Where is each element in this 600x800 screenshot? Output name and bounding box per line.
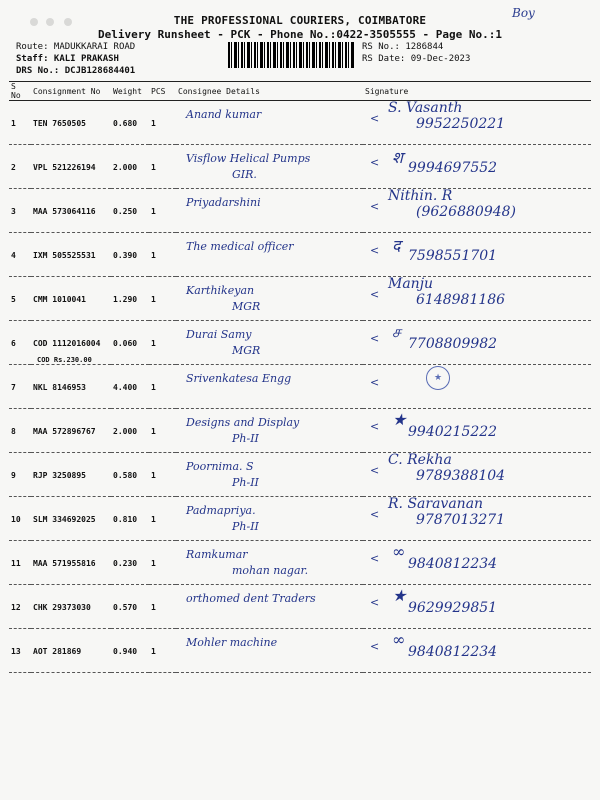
row-consignment-no (31, 585, 111, 629)
handwritten-signature: R. Saravanan (388, 496, 484, 512)
table-row (9, 629, 591, 673)
row-consignment-no (31, 101, 111, 145)
checkmark: < (370, 552, 380, 565)
handwritten-phone: 9952250221 (416, 116, 506, 132)
route-label: Route: MADUKKARAI ROAD (16, 42, 136, 52)
checkmark: < (370, 596, 380, 609)
column-header: Consignee Details (176, 82, 363, 101)
handwritten-signature: C. Rekha (388, 452, 452, 468)
row-consignment-no (31, 145, 111, 189)
row-weight (111, 629, 149, 673)
row-sno-text: 1 (11, 119, 16, 128)
signature-scribble: श (392, 148, 403, 167)
signature-scribble: द (392, 236, 401, 255)
row-consignment-no (31, 365, 111, 409)
row-weight (111, 409, 149, 453)
row-weight (111, 101, 149, 145)
row-pcs (149, 233, 176, 277)
row-weight (111, 497, 149, 541)
row-pcs (149, 365, 176, 409)
handwritten-consignee: Mohler machine (186, 636, 278, 649)
row-sno (9, 453, 31, 497)
signature-scribble: ★ (392, 586, 407, 605)
handwritten-consignee-line2: Ph-II (232, 476, 259, 489)
handwritten-consignee: Durai Samy (186, 328, 252, 341)
cod-amount: COD Rs.230.00 (37, 356, 92, 364)
row-pcs (149, 101, 176, 145)
row-sno (9, 409, 31, 453)
table-row (9, 233, 591, 277)
handwritten-consignee: Srivenkatesa Engg (186, 372, 292, 385)
row-sno-text: 6 (11, 339, 16, 348)
row-sno (9, 497, 31, 541)
handwritten-phone: 9840812234 (408, 644, 498, 660)
row-consignment-no (31, 453, 111, 497)
handwritten-consignee: The medical officer (186, 240, 294, 253)
row-weight-text: 0.250 (113, 207, 138, 216)
handwritten-consignee: Poornima. S (186, 460, 254, 473)
checkmark: < (370, 420, 380, 433)
handwritten-consignee-line2: MGR (232, 344, 261, 357)
row-consignment-no-text: TEN 7650505 (33, 119, 86, 128)
delivery-table (9, 81, 591, 673)
handwritten-phone: (9626880948) (416, 204, 516, 220)
row-weight (111, 365, 149, 409)
row-consignment-no (31, 541, 111, 585)
row-sno (9, 189, 31, 233)
row-consignment-no-text: IXM 505525531 (33, 251, 96, 260)
handwritten-phone: 6148981186 (416, 292, 506, 308)
column-header: Signature (363, 82, 591, 101)
handwritten-consignee-line2: mohan nagar. (232, 564, 309, 577)
handwritten-consignee-line2: MGR (232, 300, 261, 313)
runsheet-meta-left (16, 41, 135, 77)
handwritten-signature: S. Vasanth (388, 100, 463, 116)
checkmark: < (370, 508, 380, 521)
handwritten-phone: 9787013271 (416, 512, 506, 528)
runsheet-meta-right (362, 41, 470, 65)
checkmark: < (370, 376, 380, 389)
row-consignment-no (31, 277, 111, 321)
row-consignment-no-text: NKL 8146953 (33, 383, 86, 392)
row-weight-text: 0.230 (113, 559, 138, 568)
row-pcs (149, 541, 176, 585)
staff-label: Staff: KALI PRAKASH (16, 54, 119, 64)
handwritten-consignee-line2: Ph-II (232, 520, 259, 533)
row-sno (9, 101, 31, 145)
row-pcs-text: 1 (151, 427, 156, 436)
row-sno-text: 3 (11, 207, 16, 216)
column-header: Consignment No (31, 82, 111, 101)
row-consignment-no-text: VPL 521226194 (33, 163, 96, 172)
row-sno (9, 233, 31, 277)
column-header: S No (9, 82, 31, 101)
table-row (9, 365, 591, 409)
row-pcs (149, 497, 176, 541)
row-weight (111, 145, 149, 189)
signature-scribble: ∞ (392, 542, 406, 561)
handwritten-consignee: Visflow Helical Pumps (186, 152, 311, 165)
handwritten-consignee: Priyadarshini (186, 196, 261, 209)
handwritten-signature: Nithin. R (388, 188, 453, 204)
row-weight-text: 1.290 (113, 295, 138, 304)
row-weight-text: 0.570 (113, 603, 138, 612)
handwritten-phone: 9940215222 (408, 424, 498, 440)
row-pcs-text: 1 (151, 603, 156, 612)
row-sno-text: 12 (11, 603, 21, 612)
row-pcs-text: 1 (151, 647, 156, 656)
row-consignment-no (31, 629, 111, 673)
row-pcs-text: 1 (151, 339, 156, 348)
row-weight (111, 585, 149, 629)
row-pcs (149, 629, 176, 673)
column-header: Weight (111, 82, 149, 101)
handwritten-consignee: Anand kumar (186, 108, 262, 121)
row-sno (9, 365, 31, 409)
checkmark: < (370, 332, 380, 345)
barcode (228, 42, 354, 68)
row-pcs-text: 1 (151, 559, 156, 568)
table-row (9, 409, 591, 453)
handwritten-phone: 7598551701 (408, 248, 498, 264)
row-pcs-text: 1 (151, 471, 156, 480)
handwritten-phone: 9994697552 (408, 160, 498, 176)
row-weight (111, 233, 149, 277)
row-consignment-no-text: AOT 281869 (33, 647, 82, 656)
row-sno (9, 541, 31, 585)
rs-date: RS Date: 09-Dec-2023 (362, 54, 471, 64)
row-weight (111, 277, 149, 321)
row-pcs-text: 1 (151, 383, 156, 392)
row-weight-text: 2.000 (113, 427, 138, 436)
row-sno-text: 9 (11, 471, 16, 480)
handwritten-consignee-line2: Ph-II (232, 432, 259, 445)
row-pcs-text: 1 (151, 119, 156, 128)
row-consignment-no-text: MAA 571955816 (33, 559, 96, 568)
rs-number: RS No.: 1286844 (362, 42, 444, 52)
row-pcs-text: 1 (151, 207, 156, 216)
table-header-row (9, 82, 591, 101)
row-weight (111, 189, 149, 233)
row-pcs-text: 1 (151, 515, 156, 524)
row-pcs (149, 145, 176, 189)
checkmark: < (370, 112, 380, 125)
row-sno-text: 8 (11, 427, 16, 436)
checkmark: < (370, 244, 380, 257)
row-sno (9, 145, 31, 189)
row-weight-text: 0.680 (113, 119, 138, 128)
row-sno (9, 629, 31, 673)
row-consignment-no-text: CHK 29373030 (33, 603, 91, 612)
row-sno-text: 7 (11, 383, 16, 392)
signature-scribble: ச (392, 322, 401, 341)
handwritten-consignee-line2: GIR. (232, 168, 257, 181)
handwritten-consignee: Padmapriya. (186, 504, 256, 517)
row-pcs (149, 453, 176, 497)
row-sno-text: 4 (11, 251, 16, 260)
table-row (9, 541, 591, 585)
row-signature-cell (363, 365, 591, 409)
checkmark: < (370, 640, 380, 653)
row-consignment-no-text: MAA 572896767 (33, 427, 96, 436)
row-consignment-no-text: CMM 1010041 (33, 295, 86, 304)
checkmark: < (370, 156, 380, 169)
row-weight (111, 453, 149, 497)
corner-handwritten-note: Boy (512, 6, 535, 20)
company-title: THE PROFESSIONAL COURIERS, COIMBATORE (173, 14, 427, 27)
row-weight (111, 541, 149, 585)
row-weight (111, 321, 149, 365)
row-pcs (149, 409, 176, 453)
row-sno-text: 2 (11, 163, 16, 172)
handwritten-consignee: Ramkumar (186, 548, 248, 561)
row-sno-text: 10 (11, 515, 21, 524)
row-pcs (149, 585, 176, 629)
row-sno (9, 277, 31, 321)
table-row (9, 321, 591, 365)
row-weight-text: 0.580 (113, 471, 138, 480)
column-header: PCS (149, 82, 176, 101)
delivery-stamp: ★ (426, 366, 450, 390)
row-consignment-no (31, 321, 111, 365)
handwritten-consignee: Karthikeyan (186, 284, 255, 297)
handwritten-phone: 9840812234 (408, 556, 498, 572)
handwritten-signature: Manju (388, 276, 434, 292)
row-pcs-text: 1 (151, 163, 156, 172)
row-pcs-text: 1 (151, 251, 156, 260)
row-weight-text: 0.940 (113, 647, 138, 656)
runsheet-subtitle: Delivery Runsheet - PCK - Phone No.:0422-3505555 - Page No.:1 (98, 28, 502, 41)
handwritten-phone: 9789388104 (416, 468, 506, 484)
handwritten-phone: 7708809982 (408, 336, 498, 352)
row-sno (9, 321, 31, 365)
row-pcs-text: 1 (151, 295, 156, 304)
row-pcs (149, 189, 176, 233)
checkmark: < (370, 288, 380, 301)
row-weight-text: 2.000 (113, 163, 138, 172)
drs-number: DRS No.: DCJB128684401 (16, 66, 136, 76)
checkmark: < (370, 200, 380, 213)
row-sno-text: 11 (11, 559, 21, 568)
row-weight-text: 0.390 (113, 251, 138, 260)
row-consignment-no (31, 233, 111, 277)
handwritten-consignee: orthomed dent Traders (186, 592, 316, 605)
row-consignment-no (31, 189, 111, 233)
signature-scribble: ∞ (392, 630, 406, 649)
handwritten-phone: 9629929851 (408, 600, 498, 616)
row-sno-text: 13 (11, 647, 21, 656)
signature-scribble: ★ (392, 410, 407, 429)
row-weight-text: 0.810 (113, 515, 138, 524)
handwritten-consignee: Designs and Display (186, 416, 300, 429)
row-consignment-no-text: RJP 3250895 (33, 471, 86, 480)
row-weight-text: 0.060 (113, 339, 138, 348)
row-consignment-no-text: COD 1112016004 (33, 339, 101, 348)
row-pcs (149, 277, 176, 321)
row-consignment-no (31, 409, 111, 453)
row-sno-text: 5 (11, 295, 16, 304)
row-consignment-no-text: MAA 573064116 (33, 207, 96, 216)
checkmark: < (370, 464, 380, 477)
row-pcs (149, 321, 176, 365)
row-sno (9, 585, 31, 629)
row-consignment-no-text: SLM 334692025 (33, 515, 96, 524)
row-consignment-no (31, 497, 111, 541)
row-weight-text: 4.400 (113, 383, 138, 392)
